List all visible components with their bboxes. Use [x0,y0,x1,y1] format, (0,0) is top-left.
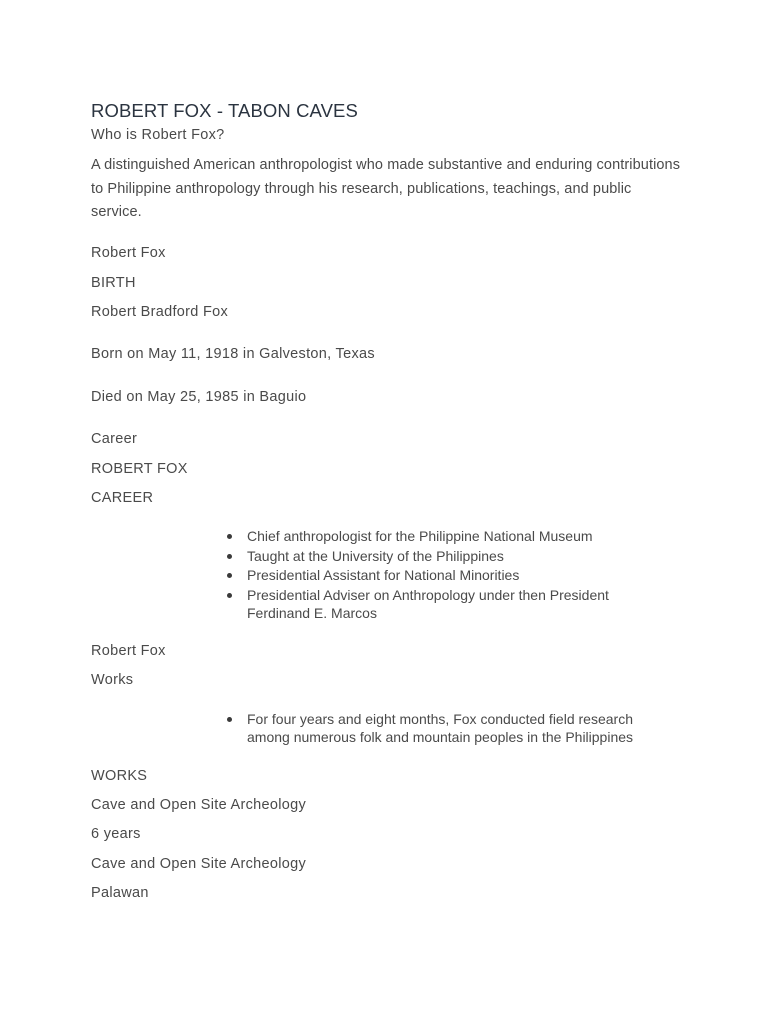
full-name: Robert Bradford Fox [91,304,229,320]
born-line: Born on May 11, 1918 in Galveston, Texas [91,346,375,362]
works-label: Works [91,672,134,688]
years-line: 6 years [91,826,141,842]
place-line: Palawan [91,885,149,901]
works-name: Robert Fox [91,643,166,659]
subtitle-question: Who is Robert Fox? [91,127,225,143]
career-list [225,527,665,623]
document-title: ROBERT FOX - TABON CAVES [91,100,358,121]
career-label: Career [91,431,138,447]
career-name-heading: ROBERT FOX [91,461,188,477]
works-heading: WORKS [91,768,148,784]
intro-paragraph: A distinguished American anthropologist who made substantive and enduring contributions to Philippine anthropology through his research, publications, teachings, and public service. [91,157,681,220]
list-item: Taught at the University of the Philippines [225,547,665,565]
archeology-line-2: Cave and Open Site Archeology [91,856,307,872]
list-item: Presidential Adviser on Anthropology under then President Ferdinand E. Marcos [225,586,665,622]
list-item: For four years and eight months, Fox conducted field research among numerous folk and mountain peoples in the Philippines [225,710,665,746]
list-item: Chief anthropologist for the Philippine National Museum [225,527,665,545]
birth-label: BIRTH [91,275,136,291]
name-heading: Robert Fox [91,245,166,261]
list-item: Presidential Assistant for National Minorities [225,566,665,584]
archeology-line-1: Cave and Open Site Archeology [91,797,307,813]
career-heading: CAREER [91,490,154,506]
died-line: Died on May 25, 1985 in Baguio [91,389,307,405]
works-list [225,710,665,748]
